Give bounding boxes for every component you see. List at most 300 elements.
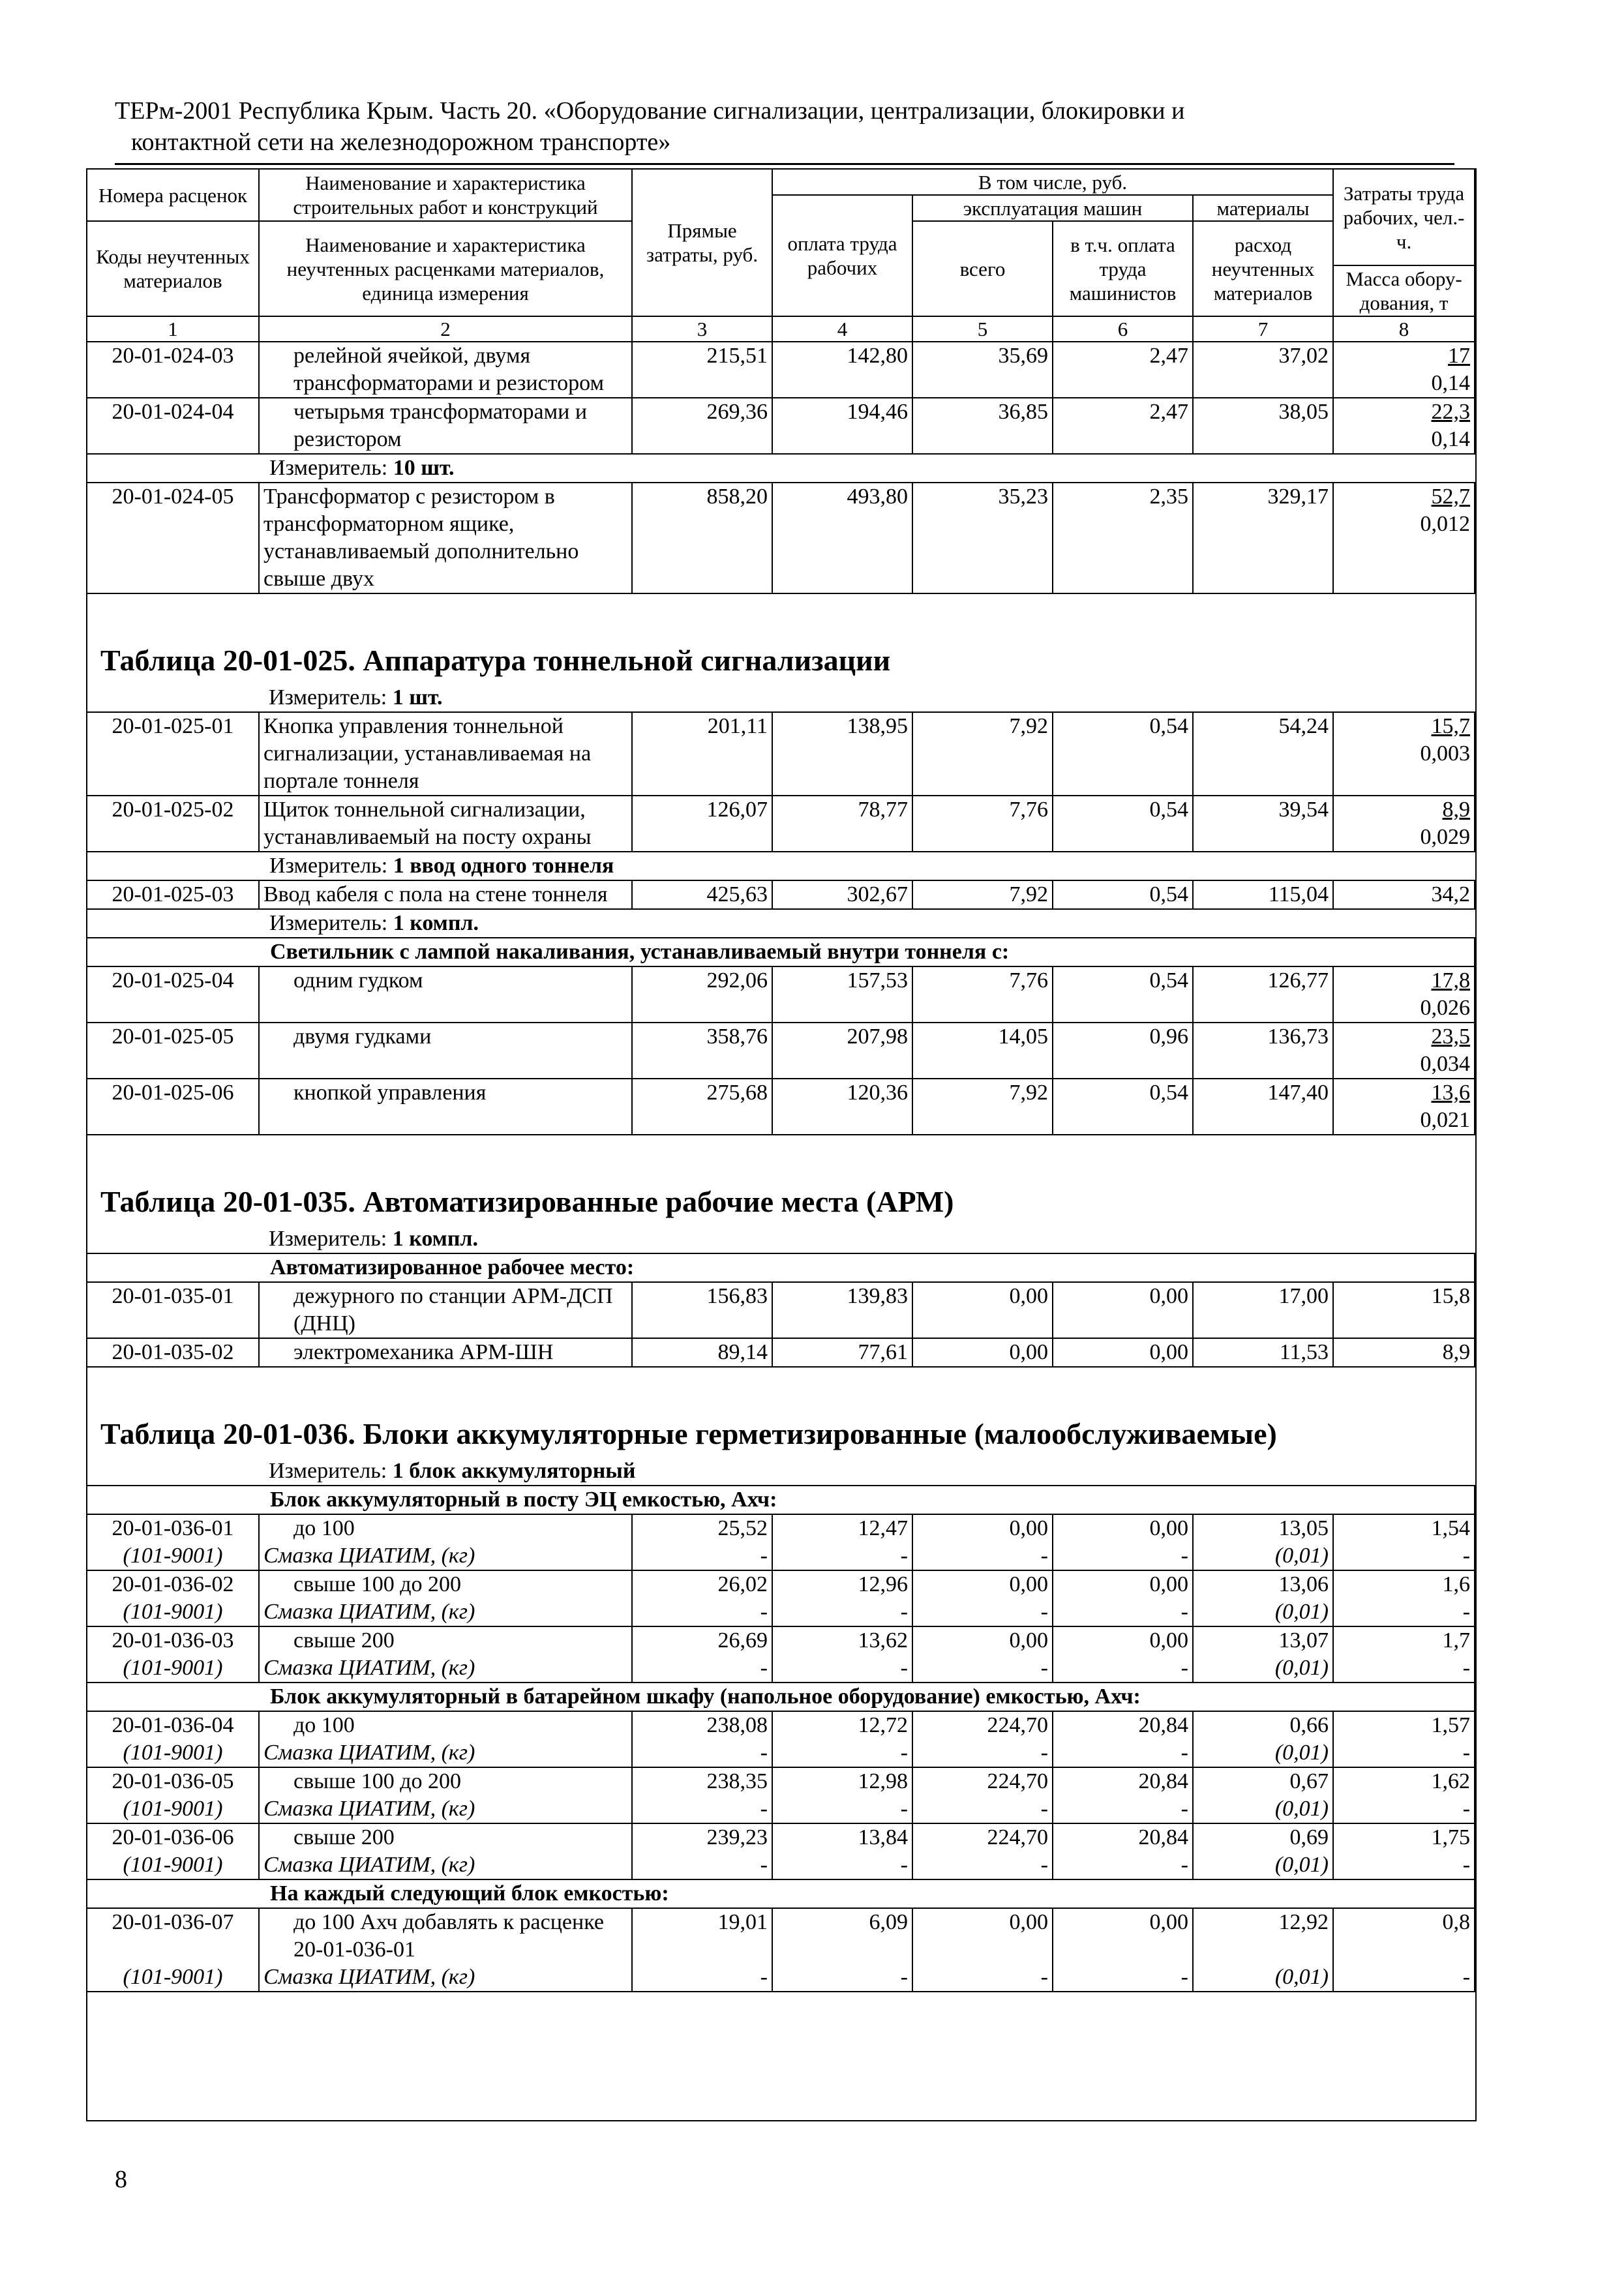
materials-value: 13,05 (1278, 1516, 1329, 1540)
material-name: Смазка ЦИАТИМ, (кг) (263, 1600, 475, 1624)
rates-table-025 (86, 711, 1475, 1135)
labor-costs-value: 1,57 (1431, 1713, 1471, 1737)
dash: - (760, 1741, 768, 1765)
machinist-pay (1053, 1514, 1193, 1570)
direct-costs: 215,51 (632, 342, 772, 398)
section-row (87, 1683, 1475, 1711)
machinist-pay: 2,47 (1053, 398, 1193, 454)
machine-total-value: 224,70 (987, 1825, 1048, 1849)
table-row (87, 1823, 1475, 1879)
worker-pay (772, 1908, 912, 1992)
rate-code: 20-01-025-06 (87, 1079, 259, 1135)
measure-unit-value: 1 компл. (392, 1227, 479, 1251)
work-name: дежурного по станции АРМ-ДСП (ДНЦ) (259, 1282, 632, 1338)
machine-total: 35,23 (912, 483, 1053, 593)
direct-costs (632, 1767, 772, 1823)
machinist-pay: 0,54 (1053, 966, 1193, 1023)
dash: - (1180, 1544, 1188, 1568)
work-name: кнопкой управления (259, 1079, 632, 1135)
labor-and-mass (1333, 398, 1475, 454)
rate-code (87, 1626, 259, 1683)
col-header-machine-operation: эксплуатация машин (912, 195, 1193, 221)
machinist-pay: 0,54 (1053, 880, 1193, 909)
work-name (259, 1626, 632, 1683)
rate-code-value: 20-01-036-01 (112, 1516, 234, 1540)
labor-costs: 23,5 (1431, 1025, 1470, 1049)
rate-code: 20-01-025-05 (87, 1023, 259, 1079)
labor-costs-value: 1,6 (1442, 1572, 1471, 1596)
worker-pay-value: 12,47 (858, 1516, 908, 1540)
labor-and-mass (1333, 966, 1475, 1023)
measure-unit-value: 1 шт. (392, 685, 443, 710)
col-number: 7 (1193, 316, 1333, 342)
rate-code (87, 1514, 259, 1570)
machinist-pay-value: 0,00 (1149, 1516, 1188, 1540)
measure-unit-label: Измеритель: (269, 1227, 387, 1251)
machine-total: 7,76 (912, 966, 1053, 1023)
labor-costs (1333, 1908, 1475, 1992)
materials: 38,05 (1193, 398, 1333, 454)
section-heading: Светильник с лампой накаливания, устанавливаемый внутри тоннеля с: (87, 938, 1475, 966)
dash: - (1040, 1656, 1048, 1680)
machine-total (912, 1570, 1053, 1626)
machinist-pay (1053, 1570, 1193, 1626)
dash: - (1040, 1600, 1048, 1624)
measure-unit-label: Измеритель: (269, 685, 387, 710)
direct-costs (632, 1711, 772, 1767)
machine-total: 7,76 (912, 796, 1053, 852)
unit-row (87, 909, 1475, 938)
table-row (87, 796, 1475, 852)
section-row (87, 1253, 1475, 1282)
rate-code-value: 20-01-036-07 (112, 1910, 234, 1934)
machinist-pay-value: 0,00 (1149, 1572, 1188, 1596)
measure-unit-value: 1 блок аккумуляторный (392, 1459, 636, 1483)
col-number: 2 (259, 316, 632, 342)
materials: 136,73 (1193, 1023, 1333, 1079)
labor-costs: 17,8 (1431, 968, 1470, 993)
col-number: 6 (1053, 316, 1193, 342)
worker-pay-value: 13,84 (858, 1825, 908, 1849)
labor-costs: 17 (1448, 344, 1471, 368)
labor-and-mass (1333, 796, 1475, 852)
material-name: Смазка ЦИАТИМ, (кг) (263, 1741, 475, 1765)
machine-total (912, 1626, 1053, 1683)
dash: - (1462, 1600, 1471, 1624)
col-header-machinist-pay: в т.ч. оплата труда машинистов (1053, 221, 1193, 316)
labor-costs (1333, 1767, 1475, 1823)
worker-pay: 138,95 (772, 712, 912, 796)
machine-total: 7,92 (912, 1079, 1053, 1135)
unit-row (87, 852, 1475, 880)
col-header-including: В том числе, руб. (772, 169, 1333, 195)
direct-costs-value: 26,02 (717, 1572, 768, 1596)
labor-costs-value: 1,54 (1431, 1516, 1471, 1540)
machinist-pay: 0,54 (1053, 796, 1193, 852)
dash: - (760, 1600, 768, 1624)
direct-costs-value: 238,08 (706, 1713, 768, 1737)
section-heading: Блок аккумуляторный в батарейном шкафу (напольное оборудование) емкостью, Ахч: (87, 1683, 1475, 1711)
table-row (87, 1282, 1475, 1338)
table-row (87, 1711, 1475, 1767)
machine-total (912, 1908, 1053, 1992)
materials (1193, 1514, 1333, 1570)
dash: - (760, 1544, 768, 1568)
rate-code (87, 1908, 259, 1992)
worker-pay-value: 13,62 (858, 1628, 908, 1653)
col-number: 1 (87, 316, 259, 342)
rate-code: 20-01-025-04 (87, 966, 259, 1023)
rate-code: 20-01-035-01 (87, 1282, 259, 1338)
dash: - (1040, 1741, 1048, 1765)
materials: 54,24 (1193, 712, 1333, 796)
materials-value: 0,69 (1289, 1825, 1329, 1849)
labor-costs-value: 1,62 (1431, 1769, 1471, 1793)
rate-code-value: 20-01-036-06 (112, 1825, 234, 1849)
worker-pay: 157,53 (772, 966, 912, 1023)
table-row (87, 880, 1475, 909)
worker-pay-value: 12,98 (858, 1769, 908, 1793)
materials (1193, 1823, 1333, 1879)
work-name (259, 1711, 632, 1767)
materials (1193, 1626, 1333, 1683)
machinist-pay: 0,00 (1053, 1282, 1193, 1338)
direct-costs (632, 1570, 772, 1626)
materials (1193, 1711, 1333, 1767)
labor-and-mass (1333, 1023, 1475, 1079)
worker-pay: 302,67 (772, 880, 912, 909)
dash: - (1040, 1544, 1048, 1568)
machinist-pay (1053, 1823, 1193, 1879)
table-title: Таблица 20-01-036. Блоки аккумуляторные герметизированные (малообслуживаемые) (100, 1417, 1277, 1450)
dash: - (1462, 1797, 1471, 1821)
labor-and-mass (1333, 342, 1475, 398)
table-row (87, 1079, 1475, 1135)
machinist-pay (1053, 1908, 1193, 1992)
table-row (87, 1626, 1475, 1683)
labor-costs: 52,7 (1431, 485, 1471, 509)
direct-costs-value: 239,23 (706, 1825, 768, 1849)
machine-total (912, 1711, 1053, 1767)
col-number: 4 (772, 316, 912, 342)
col-header-machine-total: всего (912, 221, 1053, 316)
work-name (259, 1767, 632, 1823)
labor-costs-value: 0,8 (1442, 1910, 1471, 1934)
dash: - (1040, 1853, 1048, 1877)
machinist-pay-value: 0,00 (1149, 1910, 1188, 1934)
rate-code: 20-01-024-05 (87, 483, 259, 593)
page-number: 8 (115, 2166, 127, 2193)
material-code: (101-9001) (123, 1600, 223, 1624)
material-name: Смазка ЦИАТИМ, (кг) (263, 1965, 475, 1989)
material-name: Смазка ЦИАТИМ, (кг) (263, 1656, 475, 1680)
measure-unit-label: Измеритель: (269, 911, 388, 935)
col-header-unaccounted-materials: расход неучтенных материалов (1193, 221, 1333, 316)
measure-unit-label: Измеритель: (269, 1459, 387, 1483)
equipment-mass: 0,034 (1420, 1052, 1470, 1076)
labor-costs (1333, 1626, 1475, 1683)
col-header-material-codes: Коды неучтенных материалов (87, 221, 259, 316)
dash: - (1180, 1853, 1188, 1877)
rate-code: 20-01-035-02 (87, 1338, 259, 1367)
direct-costs: 275,68 (632, 1079, 772, 1135)
equipment-mass: 0,003 (1420, 741, 1470, 766)
machinist-pay (1053, 1767, 1193, 1823)
materials (1193, 1908, 1333, 1992)
direct-costs (632, 1626, 772, 1683)
work-name: релейной ячейкой, двумя трансформаторами и резистором (259, 342, 632, 398)
material-quantity: (0,01) (1274, 1741, 1329, 1765)
col-header-rate-numbers: Номера расценок (87, 169, 259, 221)
direct-costs: 269,36 (632, 398, 772, 454)
measure-unit-value: 1 компл. (393, 911, 479, 935)
worker-pay (772, 1711, 912, 1767)
work-name-value: свыше 100 до 200 (293, 1572, 462, 1596)
col-number: 3 (632, 316, 772, 342)
rate-code (87, 1767, 259, 1823)
machine-total: 0,00 (912, 1338, 1053, 1367)
worker-pay: 139,83 (772, 1282, 912, 1338)
machine-total: 14,05 (912, 1023, 1053, 1079)
work-name-value: свыше 200 (293, 1825, 395, 1849)
machine-total-value: 0,00 (1009, 1910, 1048, 1934)
direct-costs: 358,76 (632, 1023, 772, 1079)
materials: 147,40 (1193, 1079, 1333, 1135)
direct-costs: 201,11 (632, 712, 772, 796)
measure-unit-label: Измеритель: (269, 456, 388, 480)
dash: - (1462, 1853, 1471, 1877)
material-name: Смазка ЦИАТИМ, (кг) (263, 1797, 475, 1821)
materials: 39,54 (1193, 796, 1333, 852)
labor-costs-value: 1,7 (1442, 1628, 1471, 1653)
col-header-materials: материалы (1193, 195, 1333, 221)
table-row (87, 1338, 1475, 1367)
work-name: одним гудком (259, 966, 632, 1023)
table-title: Таблица 20-01-025. Аппаратура тоннельной сигнализации (100, 644, 891, 677)
table-row (87, 966, 1475, 1023)
equipment-mass: 0,14 (1431, 427, 1471, 451)
labor-costs: 34,2 (1333, 880, 1475, 909)
machinist-pay-value: 20,84 (1138, 1769, 1188, 1793)
machine-total (912, 1767, 1053, 1823)
measure-unit (86, 1225, 1474, 1253)
section-row (87, 1486, 1475, 1514)
machinist-pay (1053, 1626, 1193, 1683)
direct-costs: 858,20 (632, 483, 772, 593)
machinist-pay-value: 0,00 (1149, 1628, 1188, 1653)
running-header (115, 95, 1452, 158)
work-name (259, 1908, 632, 1992)
dash: - (900, 1797, 908, 1821)
worker-pay: 493,80 (772, 483, 912, 593)
table-row (87, 1767, 1475, 1823)
material-code: (101-9001) (123, 1656, 223, 1680)
materials: 17,00 (1193, 1282, 1333, 1338)
materials (1193, 1570, 1333, 1626)
materials: 115,04 (1193, 880, 1333, 909)
unit-row (87, 454, 1475, 483)
materials-value: 0,67 (1289, 1769, 1329, 1793)
equipment-mass: 0,021 (1420, 1108, 1470, 1132)
work-name: электромеханика АРМ-ШН (259, 1338, 632, 1367)
rate-code: 20-01-025-03 (87, 880, 259, 909)
labor-costs (1333, 1823, 1475, 1879)
rate-code-value: 20-01-036-03 (112, 1628, 234, 1653)
material-name: Смазка ЦИАТИМ, (кг) (263, 1853, 475, 1877)
rate-code-value: 20-01-036-04 (112, 1713, 234, 1737)
machine-total: 7,92 (912, 880, 1053, 909)
machine-total: 0,00 (912, 1282, 1053, 1338)
machine-total: 36,85 (912, 398, 1053, 454)
worker-pay-value: 6,09 (869, 1910, 908, 1934)
work-name: Кнопка управления тоннельной сигнализации, устанавливаемая на портале тоннеля (259, 712, 632, 796)
rate-code (87, 1570, 259, 1626)
table-row (87, 1514, 1475, 1570)
measure-unit-value: 10 шт. (393, 456, 455, 480)
machinist-pay: 0,96 (1053, 1023, 1193, 1079)
table-title: Таблица 20-01-035. Автоматизированные рабочие места (АРМ) (100, 1185, 954, 1218)
rate-code-value: 20-01-036-02 (112, 1572, 234, 1596)
machinist-pay: 0,54 (1053, 712, 1193, 796)
col-header-material-names: Наименование и характеристика неучтенных расценками материалов, единица измерения (259, 221, 632, 316)
table-row (87, 1908, 1475, 1992)
worker-pay-value: 12,72 (858, 1713, 908, 1737)
machine-total-value: 0,00 (1009, 1516, 1048, 1540)
dash: - (760, 1853, 768, 1877)
col-number: 8 (1333, 316, 1475, 342)
machine-total-value: 224,70 (987, 1713, 1048, 1737)
dash: - (1180, 1656, 1188, 1680)
col-header-labor-costs: Затраты труда рабочих, чел.-ч. (1333, 169, 1475, 265)
col-header-equipment-mass: Масса обору-дования, т (1333, 265, 1475, 316)
work-name (259, 1570, 632, 1626)
labor-and-mass (1333, 483, 1475, 593)
machine-total (912, 1514, 1053, 1570)
direct-costs-value: 19,01 (717, 1910, 768, 1934)
worker-pay (772, 1570, 912, 1626)
section-heading: На каждый следующий блок емкостью: (87, 1879, 1475, 1908)
rates-table-036 (86, 1485, 1475, 1992)
table-row (87, 483, 1475, 593)
labor-costs: 8,9 (1442, 798, 1470, 822)
equipment-mass: 0,012 (1420, 512, 1471, 536)
materials: 126,77 (1193, 966, 1333, 1023)
material-code: (101-9001) (123, 1741, 223, 1765)
rate-code: 20-01-025-02 (87, 796, 259, 852)
dash: - (900, 1656, 908, 1680)
worker-pay: 194,46 (772, 398, 912, 454)
labor-costs: 22,3 (1431, 400, 1471, 424)
col-header-worker-pay: оплата труда рабочих (772, 195, 912, 316)
work-name (259, 1514, 632, 1570)
section-heading: Автоматизированное рабочее место: (87, 1253, 1475, 1282)
labor-costs (1333, 1514, 1475, 1570)
labor-and-mass (1333, 1079, 1475, 1135)
material-quantity: (0,01) (1274, 1656, 1329, 1680)
dash: - (760, 1656, 768, 1680)
section-row (87, 938, 1475, 966)
work-name: Трансформатор с резистором в трансформаторном ящике, устанавливаемый дополнительно свыше двух (259, 483, 632, 593)
materials: 37,02 (1193, 342, 1333, 398)
equipment-mass: 0,026 (1420, 996, 1470, 1020)
measure-unit-value: 1 ввод одного тоннеля (393, 854, 614, 878)
machinist-pay: 2,35 (1053, 483, 1193, 593)
materials-value: 0,66 (1289, 1713, 1329, 1737)
dash: - (760, 1965, 768, 1989)
direct-costs: 126,07 (632, 796, 772, 852)
machine-total-value: 224,70 (987, 1769, 1048, 1793)
direct-costs: 425,63 (632, 880, 772, 909)
worker-pay: 207,98 (772, 1023, 912, 1079)
direct-costs (632, 1823, 772, 1879)
table-row (87, 1570, 1475, 1626)
machinist-pay: 0,00 (1053, 1338, 1193, 1367)
dash: - (1462, 1544, 1471, 1568)
dash: - (1180, 1741, 1188, 1765)
machine-total-value: 0,00 (1009, 1572, 1048, 1596)
header-line-1: ТЕРм-2001 Республика Крым. Часть 20. «Оборудование сигнализации, централизации, блокировки и (115, 97, 1185, 125)
equipment-mass: 0,029 (1420, 825, 1470, 849)
dash: - (900, 1853, 908, 1877)
machinist-pay (1053, 1711, 1193, 1767)
machine-total: 35,69 (912, 342, 1053, 398)
document-body (86, 168, 1474, 1992)
materials-value: 13,06 (1278, 1572, 1329, 1596)
work-name-value: до 100 Ахч добавлять к расценке 20-01-036-01 (293, 1910, 604, 1962)
rate-code: 20-01-024-03 (87, 342, 259, 398)
measure-unit (87, 852, 1475, 880)
rate-code (87, 1711, 259, 1767)
materials-value: 12,92 (1278, 1910, 1329, 1934)
rate-code: 20-01-025-01 (87, 712, 259, 796)
section-heading: Блок аккумуляторный в посту ЭЦ емкостью, Ахч: (87, 1486, 1475, 1514)
header-rule (115, 163, 1454, 165)
labor-and-mass (1333, 712, 1475, 796)
col-header-work-name: Наименование и характеристика строительных работ и конструкций (259, 169, 632, 221)
measure-unit (87, 454, 1475, 483)
worker-pay (772, 1626, 912, 1683)
rates-table-035 (86, 1253, 1475, 1368)
direct-costs-value: 25,52 (717, 1516, 768, 1540)
labor-costs (1333, 1711, 1475, 1767)
rates-table-024 (86, 168, 1475, 594)
dash: - (1040, 1797, 1048, 1821)
worker-pay (772, 1767, 912, 1823)
work-name-value: свыше 200 (293, 1628, 395, 1653)
measure-unit-label: Измеритель: (269, 854, 388, 878)
rate-code-value: 20-01-036-05 (112, 1769, 234, 1793)
worker-pay (772, 1514, 912, 1570)
material-name: Смазка ЦИАТИМ, (кг) (263, 1544, 475, 1568)
dash: - (1040, 1965, 1048, 1989)
material-quantity: (0,01) (1274, 1600, 1329, 1624)
labor-costs-value: 1,75 (1431, 1825, 1471, 1849)
measure-unit (87, 909, 1475, 938)
table-row (87, 1023, 1475, 1079)
dash: - (900, 1600, 908, 1624)
work-name-value: свыше 100 до 200 (293, 1769, 462, 1793)
work-name (259, 1823, 632, 1879)
machinist-pay: 2,47 (1053, 342, 1193, 398)
work-name: Ввод кабеля с пола на стене тоннеля (259, 880, 632, 909)
rate-code: 20-01-024-04 (87, 398, 259, 454)
dash: - (1180, 1797, 1188, 1821)
table-row (87, 342, 1475, 398)
material-quantity: (0,01) (1274, 1853, 1329, 1877)
work-name-value: до 100 (293, 1516, 355, 1540)
materials (1193, 1767, 1333, 1823)
dash: - (1180, 1600, 1188, 1624)
